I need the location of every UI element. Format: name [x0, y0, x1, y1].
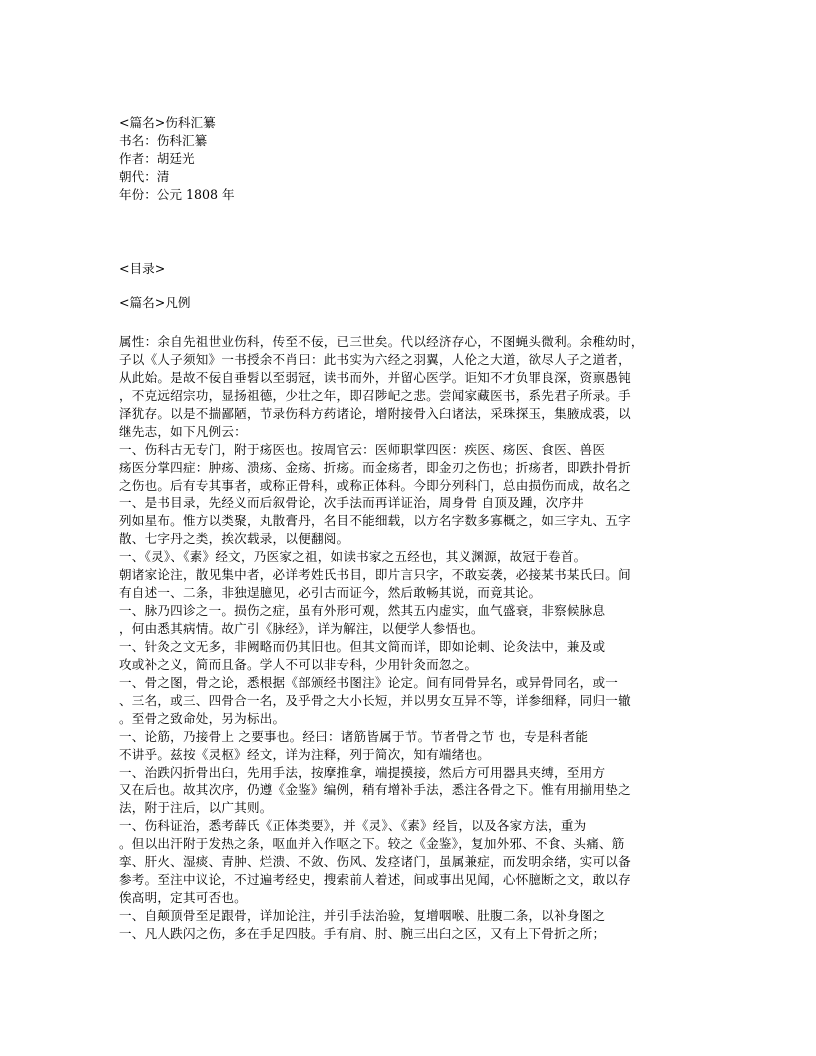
text-line: 列如星布。惟方以类聚，丸散膏丹，名目不能细载，以方名字数多寡概之，如三字丸、五字: [119, 513, 631, 529]
text-line: 朝诸家论注，散见集中者，必详考姓氏书目，即片言只字，不敢妄袭，必接某书某氏曰。间: [119, 567, 631, 583]
chapter-title: <篇名>凡例: [119, 295, 191, 310]
chapter-header: [119, 294, 190, 312]
table-of-contents: [119, 260, 165, 278]
text-line: 之伤也。后有专其事者，或称正骨科，或称正体科。今即分列科门，总由损伤而成，故名之: [119, 477, 631, 493]
body-text: [119, 333, 699, 943]
text-line: 一、是书目录，先经义而后叙骨论，次手法而再详证治，周身骨 自顶及踵，次序井: [119, 495, 584, 511]
text-line: 又在后也。故其次序，仍遵《金鉴》编例，稍有增补手法，悉注各骨之下。惟有用揃用垫之: [119, 782, 631, 798]
text-line: ，不克远绍宗功，显扬祖德，少壮之年，即召陟屺之悲。尝闻家藏医书，系先君子所录。手: [119, 387, 631, 403]
author: 作者：胡廷光: [119, 150, 195, 166]
dynasty: 朝代：清: [119, 168, 170, 184]
text-line: 一、脉乃四诊之一。损伤之症，虽有外形可观，然其五内虚实，血气盛衰，非察候脉息: [119, 603, 606, 619]
text-line: 。但以出汗附于发热之条，呕血并入作呕之下。较之《金鉴》，复加外邪、不食、头痛、筋: [119, 836, 625, 852]
toc-heading: <目录>: [119, 261, 166, 276]
text-line: 。至骨之致命处，另为标出。: [119, 710, 286, 726]
text-line: 一、凡人跌闪之伤，多在手足四肢。手有肩、肘、腕三出臼之区，又有上下骨折之所；: [119, 925, 606, 941]
year: 年份：公元 1808 年: [119, 186, 235, 202]
text-line: 一、《灵》、《素》经文，乃医家之祖，如读书家之五经也，其义渊源，故冠于卷首。: [119, 549, 587, 565]
text-line: 有自述一、二条，非独逞臆见，必引古而证今，然后敢畅其说，而竟其论。: [119, 585, 542, 601]
text-line: 攻或补之义，简而且备。学人不可以非专科，少用针灸而忽之。: [119, 656, 478, 672]
text-line: 一、伤科证治，悉考薛氏《正体类要》，并《灵》、《素》经旨，以及各家方法，重为: [119, 818, 587, 834]
text-line: 参考。至注中议论，不过遍考经史，搜索前人着述，间或事出见闻，心怀臆断之文，敢以存: [119, 872, 631, 888]
text-line: 挛、肝火、湿痰、青肿、烂溃、不敛、伤风、发痉诸门，虽属兼症，而发明余绪，实可以备: [119, 854, 631, 870]
text-line: 一、伤科古无专门，附于疡医也。按周官云：医师职掌四医：疾医、疡医、食医、兽医: [119, 441, 606, 457]
text-line: 泽犹存。以是不揣鄙陋，节录伤科方药诸论，增附接骨入臼诸法，采珠探玉，集腋成裘，以: [119, 405, 631, 421]
text-line: 从此始。是故不佞自垂髫以至弱冠，读书而外，并留心医学。讵知不才负罪良深，资禀愚钝: [119, 369, 631, 385]
text-line: ，何由悉其病情。故广引《脉经》，详为解注，以便学人参悟也。: [119, 621, 484, 636]
text-line: 一、针灸之文无多，非阙略而仍其旧也。但其文简而详，即如论刺、论灸法中，兼及或: [119, 638, 606, 654]
text-line: 子以《人子须知》一书授余不肖曰：此书实为六经之羽翼，人伦之大道，欲尽人子之道者，: [119, 351, 631, 367]
book-title: 书名：伤科汇纂: [119, 132, 208, 148]
text-line: 一、自颠顶骨至足跟骨，详加论注，并引手法治验，复增咽喉、肚腹二条，以补身图之: [119, 908, 606, 923]
text-line: 、三名，或三、四骨合一名，及乎骨之大小长短，并以男女互异不等，详参细释，同归一辙: [119, 692, 631, 708]
text-line: 一、骨之图，骨之论，悉根据《部颁经书图注》论定。间有同骨异名，或异骨同名，或一: [119, 674, 619, 690]
text-line: 不讲乎。兹按《灵枢》经文，详为注释，列于简次，知有端绪也。: [119, 746, 491, 762]
book-info: [119, 114, 235, 203]
text-line: 属性：余自先祖世业伤科，传至不佞，已三世矣。代以经济存心，不图蝇头微利。余稚幼时，: [119, 334, 644, 349]
text-line: 一、治跌闪折骨出臼，先用手法，按摩推拿，端提摸接，然后方可用器具夹缚，至用方: [119, 764, 606, 780]
text-line: 法，附于注后，以广其则。: [119, 800, 273, 816]
text-line: 一、论筋，乃接骨上 之要事也。经曰：诸筋皆属于节。节者骨之节 也，专是科者能: [119, 728, 589, 744]
text-line: 俟高明，定其可否也。: [119, 890, 247, 906]
text-line: 继先志，如下凡例云：: [119, 423, 247, 439]
text-line: 散、七字丹之类，挨次载录，以便翻阅。: [119, 531, 350, 547]
text-line: 疡医分掌四症：肿疡、溃疡、金疡、折疡。而金疡者，即金刃之伤也；折疡者，即跌扑骨折: [119, 459, 631, 475]
chapter-heading: <篇名>伤科汇纂: [119, 115, 216, 130]
